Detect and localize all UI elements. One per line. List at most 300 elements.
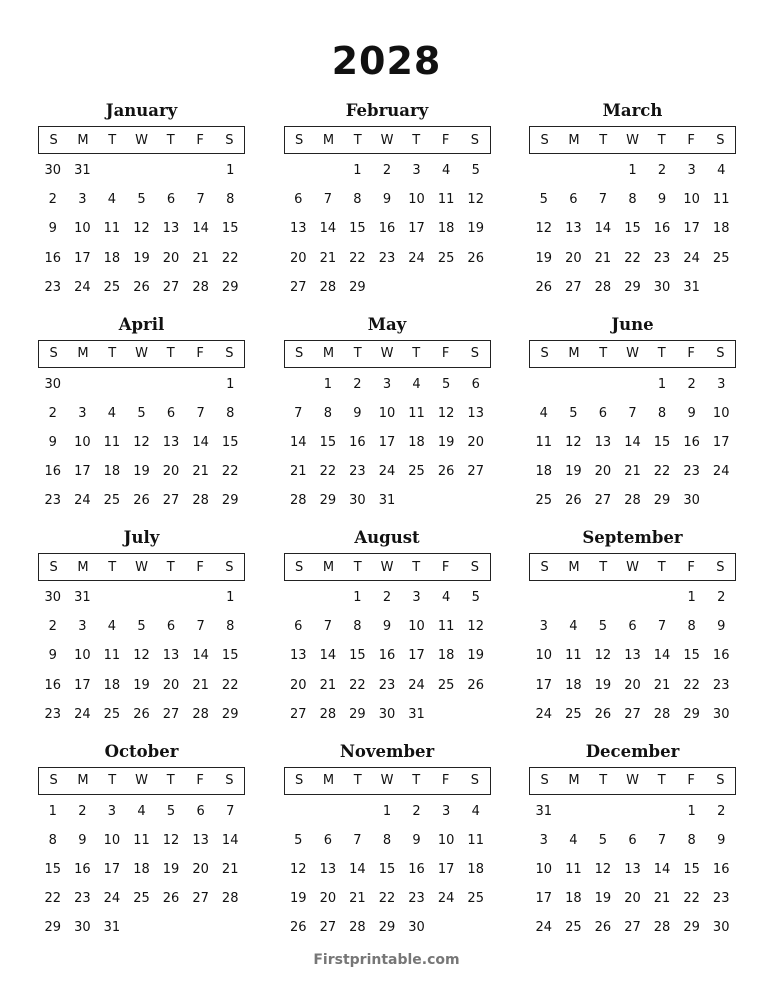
day-cell: 5	[539, 192, 548, 208]
day-cell: 23	[378, 250, 396, 266]
day-cell: 11	[437, 619, 455, 635]
day-cell: 11	[535, 434, 553, 450]
day-cell: 18	[437, 221, 455, 237]
day-cell: 25	[437, 250, 455, 266]
day-grid	[529, 156, 736, 302]
empty-day-cell	[588, 797, 618, 826]
day-cell: 17	[378, 434, 396, 450]
month-may	[284, 312, 491, 526]
weekday-label: T	[412, 559, 421, 575]
weekday-label: F	[196, 346, 204, 361]
day-cell: 10	[74, 221, 91, 237]
day-cell: 28	[319, 706, 337, 722]
day-cell: 30	[378, 706, 396, 722]
weekday-label: T	[412, 773, 421, 788]
day-cell: 2	[657, 163, 667, 178]
weekday-label: S	[470, 773, 479, 788]
day-cell: 22	[349, 250, 366, 266]
weekday-label: T	[166, 132, 175, 148]
weekday-label: T	[657, 346, 666, 361]
weekday-header	[284, 340, 491, 368]
day-cell: 9	[48, 221, 57, 237]
month-name: September	[582, 528, 683, 547]
day-cell: 25	[408, 464, 425, 480]
day-cell: 11	[103, 221, 121, 237]
day-cell: 10	[535, 861, 553, 877]
weekday-label: T	[412, 132, 421, 148]
weekday-label: T	[412, 346, 421, 361]
day-cell: 8	[226, 405, 235, 421]
weekday-label: F	[441, 132, 450, 148]
day-cell: 15	[221, 434, 239, 450]
day-cell: 30	[408, 920, 425, 936]
day-cell: 22	[221, 464, 239, 480]
day-cell: 26	[290, 920, 307, 936]
day-cell: 24	[74, 493, 91, 509]
day-cell: 28	[319, 279, 337, 295]
day-cell: 1	[226, 376, 235, 392]
month-february	[284, 98, 491, 312]
empty-day-cell	[588, 583, 618, 612]
day-cell: 6	[166, 405, 176, 421]
weekday-label: M	[568, 773, 580, 788]
day-cell: 29	[624, 279, 641, 295]
month-name: June	[611, 314, 654, 334]
weekday-label: W	[380, 773, 394, 788]
empty-day-cell	[618, 370, 648, 399]
day-cell: 20	[290, 677, 307, 693]
empty-day-cell	[186, 583, 216, 612]
day-cell: 20	[594, 464, 612, 480]
day-cell: 1	[48, 803, 57, 819]
weekday-label: W	[380, 346, 394, 361]
day-cell: 2	[48, 192, 57, 208]
empty-day-cell	[559, 797, 589, 826]
day-cell: 7	[657, 832, 667, 848]
day-cell: 17	[74, 464, 91, 480]
day-cell: 29	[683, 920, 700, 936]
day-cell: 27	[565, 279, 582, 295]
day-cell: 15	[221, 221, 239, 237]
day-cell: 23	[378, 677, 396, 693]
weekday-header	[284, 126, 491, 154]
day-cell: 13	[162, 221, 180, 237]
day-cell: 7	[323, 192, 332, 208]
day-cell: 28	[290, 493, 307, 509]
weekday-label: S	[225, 132, 234, 148]
day-cell: 22	[221, 677, 239, 693]
day-cell: 26	[467, 677, 484, 693]
day-cell: 28	[594, 279, 612, 295]
weekday-label: M	[322, 773, 335, 788]
day-cell: 3	[412, 590, 421, 605]
day-grid	[38, 583, 245, 729]
day-cell: 21	[192, 464, 209, 480]
weekday-label: W	[626, 559, 639, 575]
day-cell: 10	[74, 648, 91, 664]
day-cell: 20	[192, 861, 209, 877]
day-cell: 23	[44, 279, 62, 295]
day-cell: 24	[712, 464, 730, 480]
day-cell: 14	[624, 434, 641, 450]
day-cell: 9	[382, 619, 392, 635]
day-cell: 22	[378, 891, 396, 907]
day-cell: 17	[535, 677, 553, 693]
day-cell: 30	[44, 590, 62, 605]
day-cell: 29	[221, 279, 239, 295]
day-cell: 8	[226, 192, 235, 208]
day-cell: 25	[103, 493, 121, 509]
day-cell: 13	[624, 861, 641, 877]
day-cell: 31	[74, 163, 91, 178]
month-name: May	[367, 314, 407, 334]
day-cell: 21	[653, 891, 671, 907]
day-cell: 15	[44, 861, 62, 877]
day-cell: 16	[44, 677, 62, 693]
empty-day-cell	[647, 583, 677, 612]
day-cell: 17	[683, 221, 700, 237]
month-name: January	[105, 101, 178, 120]
day-cell: 17	[103, 861, 121, 877]
empty-day-cell	[284, 370, 314, 399]
months-grid	[38, 98, 736, 952]
day-cell: 17	[74, 250, 91, 266]
weekday-label: S	[295, 559, 304, 575]
day-cell: 6	[471, 376, 480, 392]
day-cell: 24	[74, 279, 91, 295]
weekday-label: S	[540, 773, 549, 788]
day-cell: 29	[44, 920, 62, 936]
day-cell: 21	[594, 250, 612, 266]
weekday-label: S	[540, 346, 549, 361]
day-cell: 27	[162, 706, 180, 722]
page-title: 2028	[331, 39, 442, 83]
day-cell: 3	[412, 163, 421, 178]
day-cell: 4	[441, 590, 451, 605]
day-cell: 4	[107, 405, 117, 421]
day-cell: 18	[408, 434, 425, 450]
day-cell: 7	[323, 619, 332, 635]
day-cell: 14	[192, 434, 209, 450]
day-cell: 4	[107, 619, 117, 635]
day-cell: 10	[712, 405, 730, 421]
day-cell: 3	[382, 376, 392, 392]
day-cell: 14	[319, 221, 337, 237]
empty-day-cell	[97, 156, 127, 185]
empty-day-cell	[343, 797, 373, 826]
day-cell: 12	[162, 832, 180, 848]
empty-day-cell	[186, 156, 216, 185]
day-cell: 13	[290, 648, 307, 664]
empty-day-cell	[68, 370, 98, 399]
day-cell: 27	[192, 891, 209, 907]
day-cell: 1	[353, 163, 362, 178]
month-name: October	[104, 741, 179, 761]
weekday-label: W	[380, 559, 394, 575]
day-cell: 1	[382, 803, 392, 819]
day-cell: 27	[162, 493, 180, 509]
day-cell: 12	[594, 861, 612, 877]
day-cell: 29	[221, 706, 239, 722]
day-cell: 12	[535, 221, 553, 237]
day-cell: 23	[683, 464, 700, 480]
day-cell: 3	[78, 192, 87, 208]
day-cell: 28	[624, 493, 641, 509]
weekday-label: T	[108, 132, 117, 148]
day-grid	[38, 370, 245, 516]
weekday-header	[284, 767, 491, 795]
day-cell: 24	[437, 891, 455, 907]
weekday-label: S	[716, 773, 725, 788]
day-cell: 18	[437, 648, 455, 664]
day-cell: 18	[535, 464, 553, 480]
day-cell: 23	[44, 493, 62, 509]
day-cell: 18	[565, 677, 582, 693]
weekday-header	[529, 126, 736, 154]
day-cell: 7	[294, 405, 303, 421]
day-cell: 2	[353, 376, 362, 392]
day-cell: 24	[74, 706, 91, 722]
day-cell: 23	[712, 677, 730, 693]
day-cell: 11	[133, 832, 150, 848]
day-cell: 26	[162, 891, 180, 907]
day-cell: 13	[467, 405, 484, 421]
empty-day-cell	[647, 797, 677, 826]
day-cell: 25	[565, 706, 582, 722]
day-cell: 7	[353, 832, 362, 848]
month-july	[38, 525, 245, 739]
day-cell: 17	[437, 861, 455, 877]
weekday-label: M	[568, 132, 580, 148]
day-cell: 8	[628, 192, 637, 208]
day-cell: 15	[378, 861, 396, 877]
day-cell: 28	[192, 279, 209, 295]
weekday-header	[284, 553, 491, 581]
day-cell: 4	[412, 376, 421, 392]
day-cell: 7	[196, 405, 205, 421]
day-cell: 16	[683, 434, 700, 450]
day-cell: 19	[133, 250, 150, 266]
day-cell: 13	[594, 434, 612, 450]
day-cell: 28	[653, 706, 671, 722]
empty-day-cell	[529, 156, 559, 185]
day-cell: 9	[717, 619, 726, 635]
day-cell: 10	[437, 832, 455, 848]
day-cell: 20	[565, 250, 582, 266]
day-cell: 1	[353, 590, 362, 605]
day-cell: 11	[467, 832, 484, 848]
day-cell: 15	[653, 434, 671, 450]
day-cell: 21	[624, 464, 641, 480]
month-december	[529, 739, 736, 953]
day-cell: 10	[408, 192, 425, 208]
day-cell: 18	[103, 464, 121, 480]
weekday-label: S	[470, 559, 479, 575]
day-cell: 4	[107, 192, 117, 208]
empty-day-cell	[588, 370, 618, 399]
day-cell: 4	[717, 163, 726, 178]
day-cell: 7	[226, 803, 235, 819]
empty-day-cell	[156, 156, 186, 185]
day-cell: 9	[382, 192, 392, 208]
day-cell: 10	[535, 648, 553, 664]
month-october	[38, 739, 245, 953]
day-cell: 18	[565, 891, 582, 907]
day-cell: 24	[535, 920, 553, 936]
day-cell: 6	[628, 619, 637, 635]
weekday-label: F	[687, 773, 695, 788]
day-cell: 29	[653, 493, 671, 509]
day-cell: 16	[44, 250, 62, 266]
day-cell: 25	[103, 706, 121, 722]
day-cell: 17	[74, 677, 91, 693]
day-cell: 14	[319, 648, 337, 664]
day-cell: 6	[598, 405, 608, 421]
weekday-label: S	[716, 132, 725, 148]
day-cell: 4	[471, 803, 480, 819]
day-cell: 18	[103, 677, 121, 693]
day-grid	[284, 156, 491, 302]
day-cell: 24	[683, 250, 700, 266]
weekday-label: S	[470, 132, 479, 148]
weekday-label: W	[380, 132, 394, 148]
day-cell: 21	[192, 677, 209, 693]
day-cell: 3	[687, 163, 696, 178]
day-cell: 6	[196, 803, 205, 819]
day-cell: 21	[290, 464, 307, 480]
day-cell: 12	[133, 648, 150, 664]
day-cell: 8	[226, 619, 235, 635]
day-cell: 20	[624, 891, 641, 907]
day-cell: 20	[624, 677, 641, 693]
day-cell: 9	[717, 832, 726, 848]
day-cell: 15	[349, 221, 366, 237]
month-june	[529, 312, 736, 526]
empty-day-cell	[97, 583, 127, 612]
weekday-label: M	[322, 559, 335, 575]
weekday-label: S	[295, 132, 304, 148]
day-cell: 8	[48, 832, 57, 848]
empty-day-cell	[186, 370, 216, 399]
day-cell: 9	[48, 648, 57, 664]
day-cell: 2	[382, 590, 392, 605]
day-cell: 11	[565, 648, 582, 664]
day-cell: 23	[44, 706, 62, 722]
weekday-label: S	[470, 346, 479, 361]
day-cell: 14	[221, 832, 239, 848]
day-cell: 10	[378, 405, 396, 421]
day-cell: 15	[683, 648, 700, 664]
weekday-label: W	[626, 773, 639, 788]
day-cell: 2	[717, 803, 726, 819]
weekday-label: W	[135, 346, 148, 361]
day-cell: 19	[133, 677, 150, 693]
day-cell: 19	[467, 221, 484, 237]
weekday-label: T	[353, 132, 362, 148]
day-cell: 29	[319, 493, 337, 509]
day-cell: 15	[349, 648, 366, 664]
day-cell: 22	[349, 677, 366, 693]
day-cell: 23	[712, 891, 730, 907]
day-cell: 9	[412, 832, 421, 848]
weekday-label: S	[295, 773, 304, 788]
day-cell: 5	[569, 405, 578, 421]
day-cell: 26	[133, 279, 150, 295]
day-cell: 7	[196, 619, 205, 635]
day-cell: 26	[467, 250, 484, 266]
day-cell: 17	[535, 891, 553, 907]
day-cell: 5	[471, 590, 480, 605]
day-cell: 16	[378, 648, 396, 664]
day-cell: 5	[166, 803, 176, 819]
day-cell: 1	[226, 163, 235, 178]
weekday-label: T	[108, 773, 117, 788]
weekday-label: T	[166, 559, 175, 575]
day-cell: 25	[467, 891, 484, 907]
day-cell: 6	[569, 192, 578, 208]
day-cell: 21	[192, 250, 209, 266]
weekday-label: S	[540, 132, 549, 148]
day-cell: 28	[192, 706, 209, 722]
weekday-label: S	[295, 346, 304, 361]
weekday-label: T	[657, 559, 666, 575]
weekday-label: F	[687, 559, 695, 575]
day-cell: 3	[78, 405, 87, 421]
day-cell: 6	[166, 619, 176, 635]
day-cell: 27	[290, 706, 307, 722]
day-cell: 30	[349, 493, 366, 509]
weekday-label: T	[599, 346, 608, 361]
day-cell: 3	[78, 619, 87, 635]
weekday-label: S	[225, 773, 234, 788]
day-cell: 10	[74, 434, 91, 450]
weekday-label: T	[166, 773, 175, 788]
weekday-label: F	[687, 346, 695, 361]
day-cell: 9	[78, 832, 87, 848]
empty-day-cell	[284, 583, 314, 612]
day-cell: 25	[565, 920, 582, 936]
weekday-header	[38, 340, 245, 368]
day-cell: 26	[133, 493, 150, 509]
day-cell: 2	[717, 590, 726, 605]
day-cell: 18	[712, 221, 730, 237]
day-cell: 23	[349, 464, 366, 480]
day-cell: 5	[137, 192, 146, 208]
empty-day-cell	[618, 797, 648, 826]
footer-brand: Firstprintable.com	[313, 952, 460, 968]
day-cell: 5	[441, 376, 451, 392]
day-cell: 27	[319, 920, 337, 936]
day-cell: 22	[683, 677, 700, 693]
day-cell: 11	[408, 405, 425, 421]
weekday-label: T	[599, 773, 608, 788]
weekday-label: W	[626, 346, 639, 361]
month-name: July	[123, 528, 160, 547]
day-cell: 19	[133, 464, 150, 480]
day-grid	[284, 583, 491, 729]
day-cell: 15	[221, 648, 239, 664]
day-cell: 6	[294, 619, 303, 635]
weekday-label: S	[225, 346, 234, 361]
day-cell: 17	[408, 221, 425, 237]
day-cell: 28	[653, 920, 671, 936]
day-cell: 19	[162, 861, 180, 877]
day-cell: 26	[565, 493, 582, 509]
day-grid	[529, 370, 736, 516]
day-cell: 21	[349, 891, 366, 907]
day-cell: 30	[683, 493, 700, 509]
day-cell: 25	[712, 250, 730, 266]
